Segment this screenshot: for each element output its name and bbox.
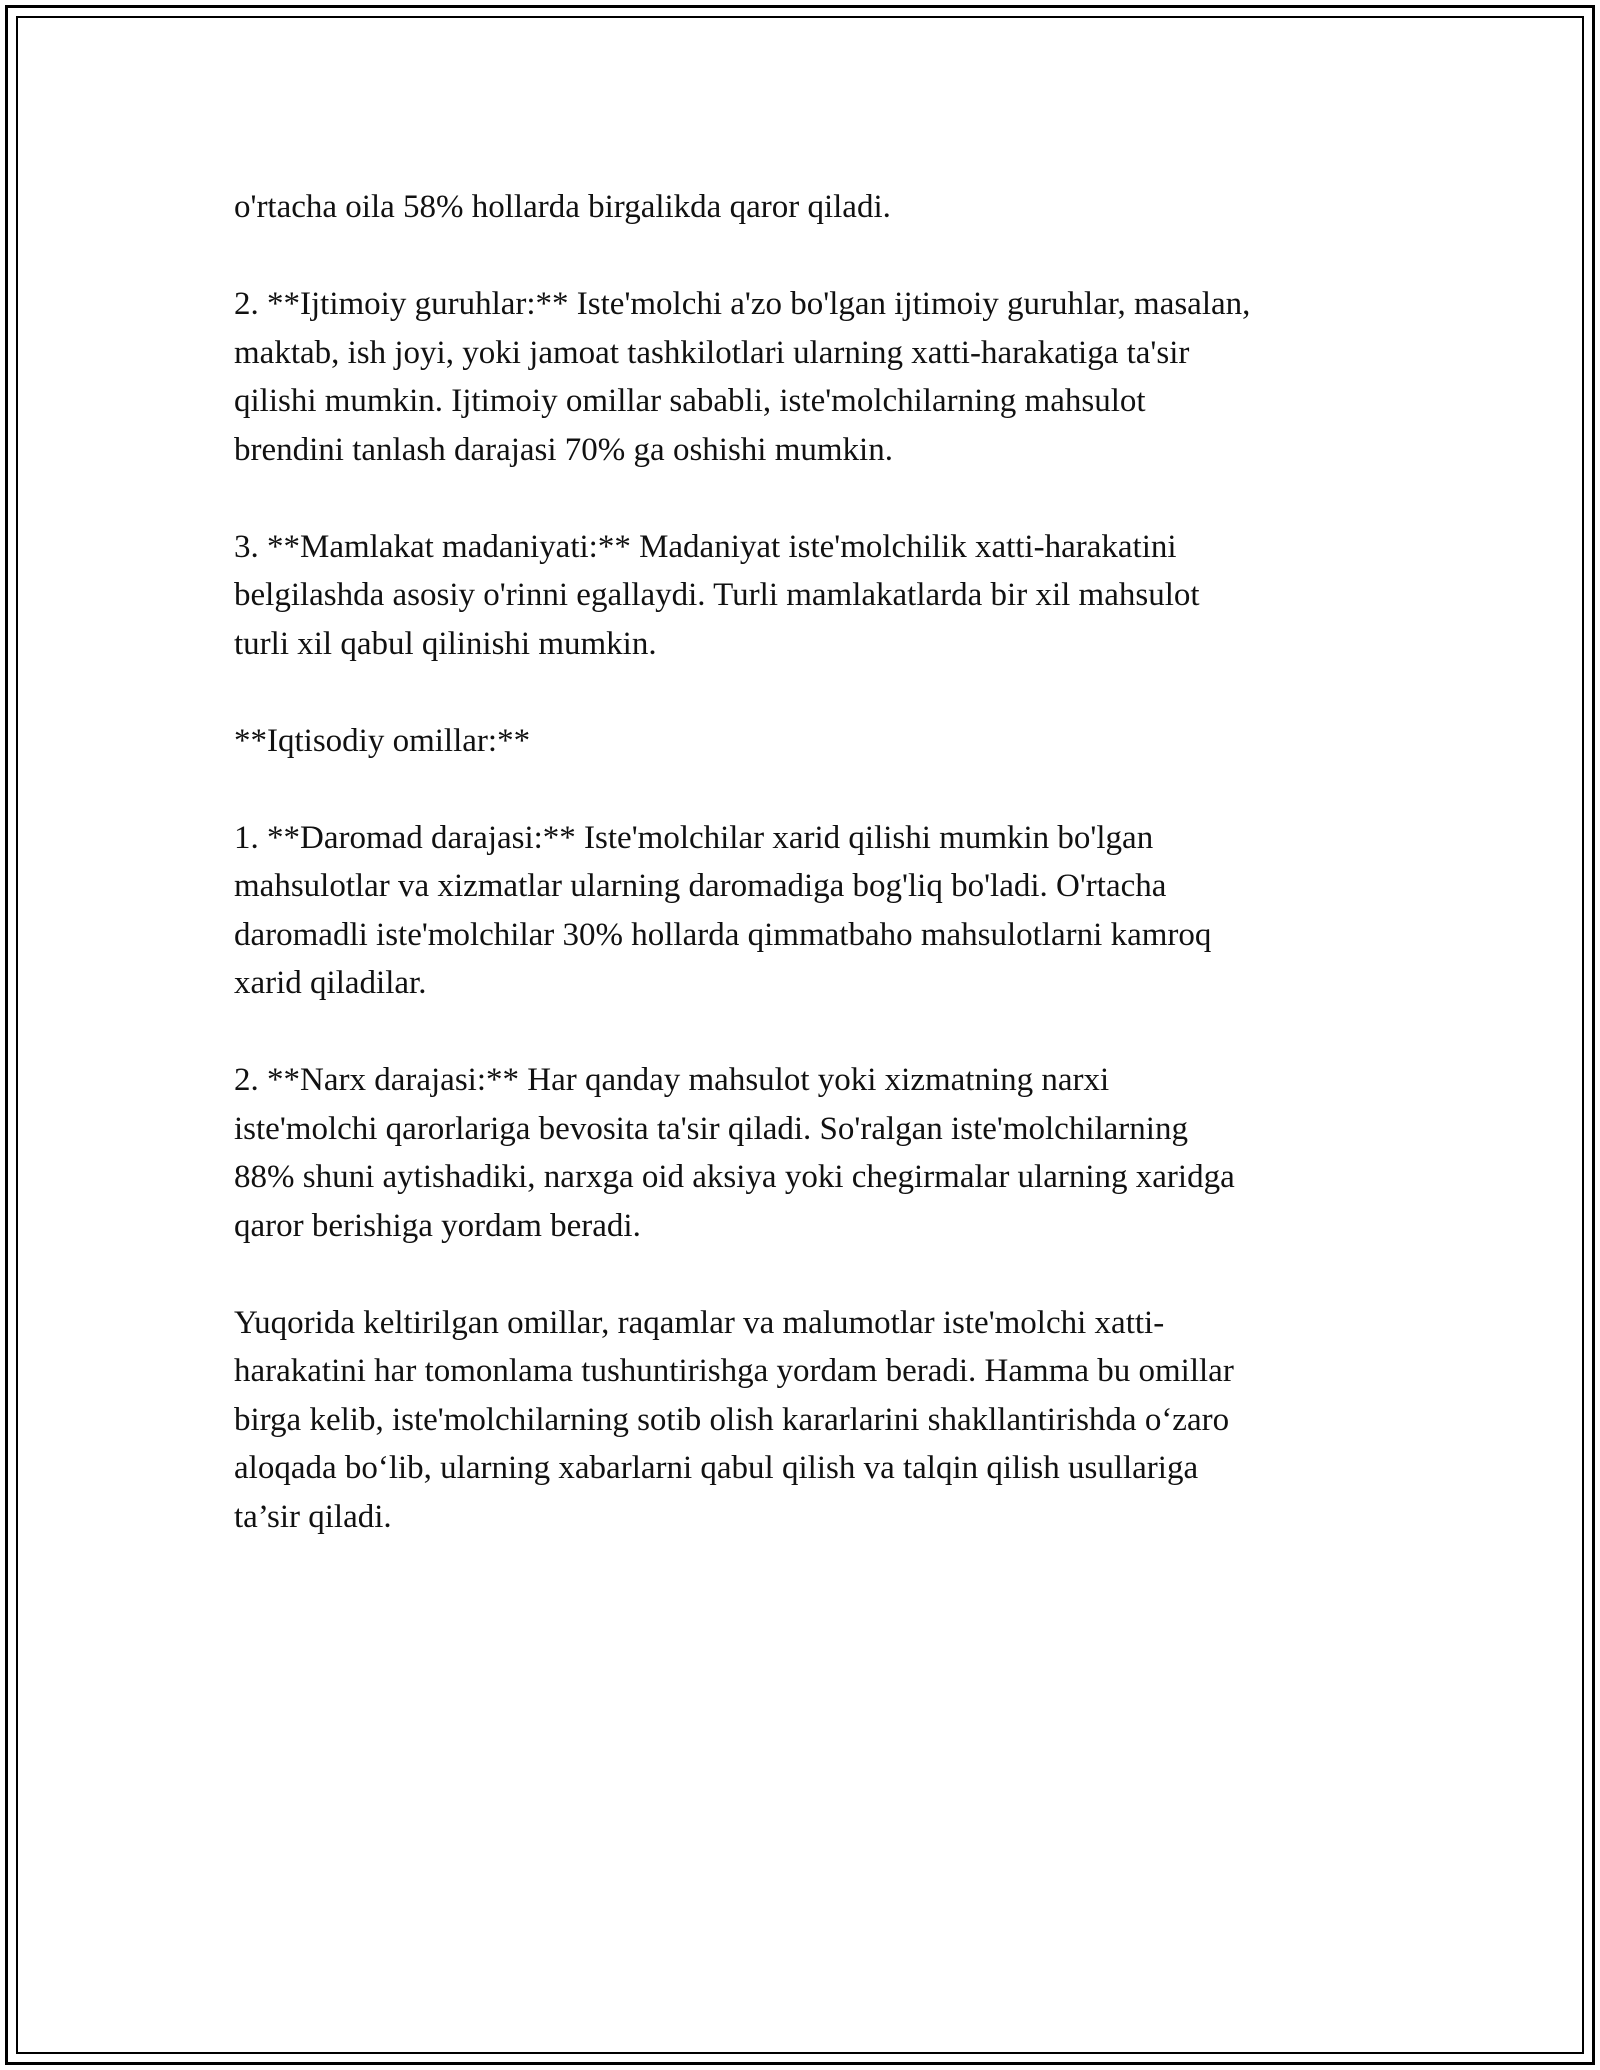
text-line: xarid qiladilar. (234, 965, 427, 1001)
text-line: brendini tanlash darajasi 70% ga oshishi mumkin. (234, 431, 893, 468)
paragraph-country-culture (234, 523, 1384, 669)
paragraph-conclusion (234, 1299, 1384, 1542)
text-line: mahsulotlar va xizmatlar ularning daromadiga bog'liq bo'ladi. O'rtacha (234, 868, 1167, 904)
text-line: o'rtacha oila 58% hollarda birgalikda qaror qiladi. (234, 189, 891, 225)
text-line: birga kelib, iste'molchilarning sotib olish kararlarini shakllantirishda o‘zaro (234, 1401, 1230, 1438)
text-line: belgilashda asosiy o'rinni egallaydi. Turli mamlakatlarda bir xil mahsulot (234, 577, 1200, 613)
paragraph-income-level (234, 814, 1384, 1008)
document-body (234, 183, 1384, 1541)
text-line: 2. **Narx darajasi:** Har qanday mahsulot yoki xizmatning narxi (234, 1062, 1110, 1098)
text-line: harakatini har tomonlama tushuntirishga yordam beradi. Hamma bu omillar (234, 1353, 1234, 1389)
text-line: Yuqorida keltirilgan omillar, raqamlar va malumotlar iste'molchi xatti- (234, 1304, 1165, 1341)
text-line: maktab, ish joyi, yoki jamoat tashkilotlari ularning xatti-harakatiga ta'sir (234, 334, 1190, 371)
paragraph-price-level (234, 1056, 1384, 1250)
text-line: iste'molchi qarorlariga bevosita ta'sir qiladi. So'ralgan iste'molchilarning (234, 1110, 1188, 1147)
text-line: ta’sir qiladi. (234, 1498, 392, 1535)
text-line: qilishi mumkin. Ijtimoiy omillar sababli, iste'molchilarning mahsulot (234, 383, 1146, 419)
text-line: aloqada bo‘lib, ularning xabarlarni qabul qilish va talqin qilish usullariga (234, 1450, 1199, 1486)
text-line: turli xil qabul qilinishi mumkin. (234, 625, 657, 662)
text-line: 1. **Daromad darajasi:** Iste'molchilar xarid qilishi mumkin bo'lgan (234, 819, 1154, 856)
section-heading-economic-factors (234, 717, 1384, 766)
text-line: daromadli iste'molchilar 30% hollarda qimmatbaho mahsulotlarni kamroq (234, 916, 1212, 953)
text-line: qaror berishiga yordam beradi. (234, 1207, 641, 1244)
paragraph-intro-continuation (234, 183, 1384, 232)
paragraph-social-groups (234, 280, 1384, 474)
text-line: 3. **Mamlakat madaniyati:** Madaniyat iste'molchilik xatti-harakatini (234, 528, 1177, 565)
text-line: 2. **Ijtimoiy guruhlar:** Iste'molchi a'zo bo'lgan ijtimoiy guruhlar, masalan, (234, 286, 1251, 322)
text-line: 88% shuni aytishadiki, narxga oid aksiya yoki chegirmalar ularning xaridga (234, 1159, 1235, 1195)
text-line: **Iqtisodiy omillar:** (234, 722, 531, 759)
